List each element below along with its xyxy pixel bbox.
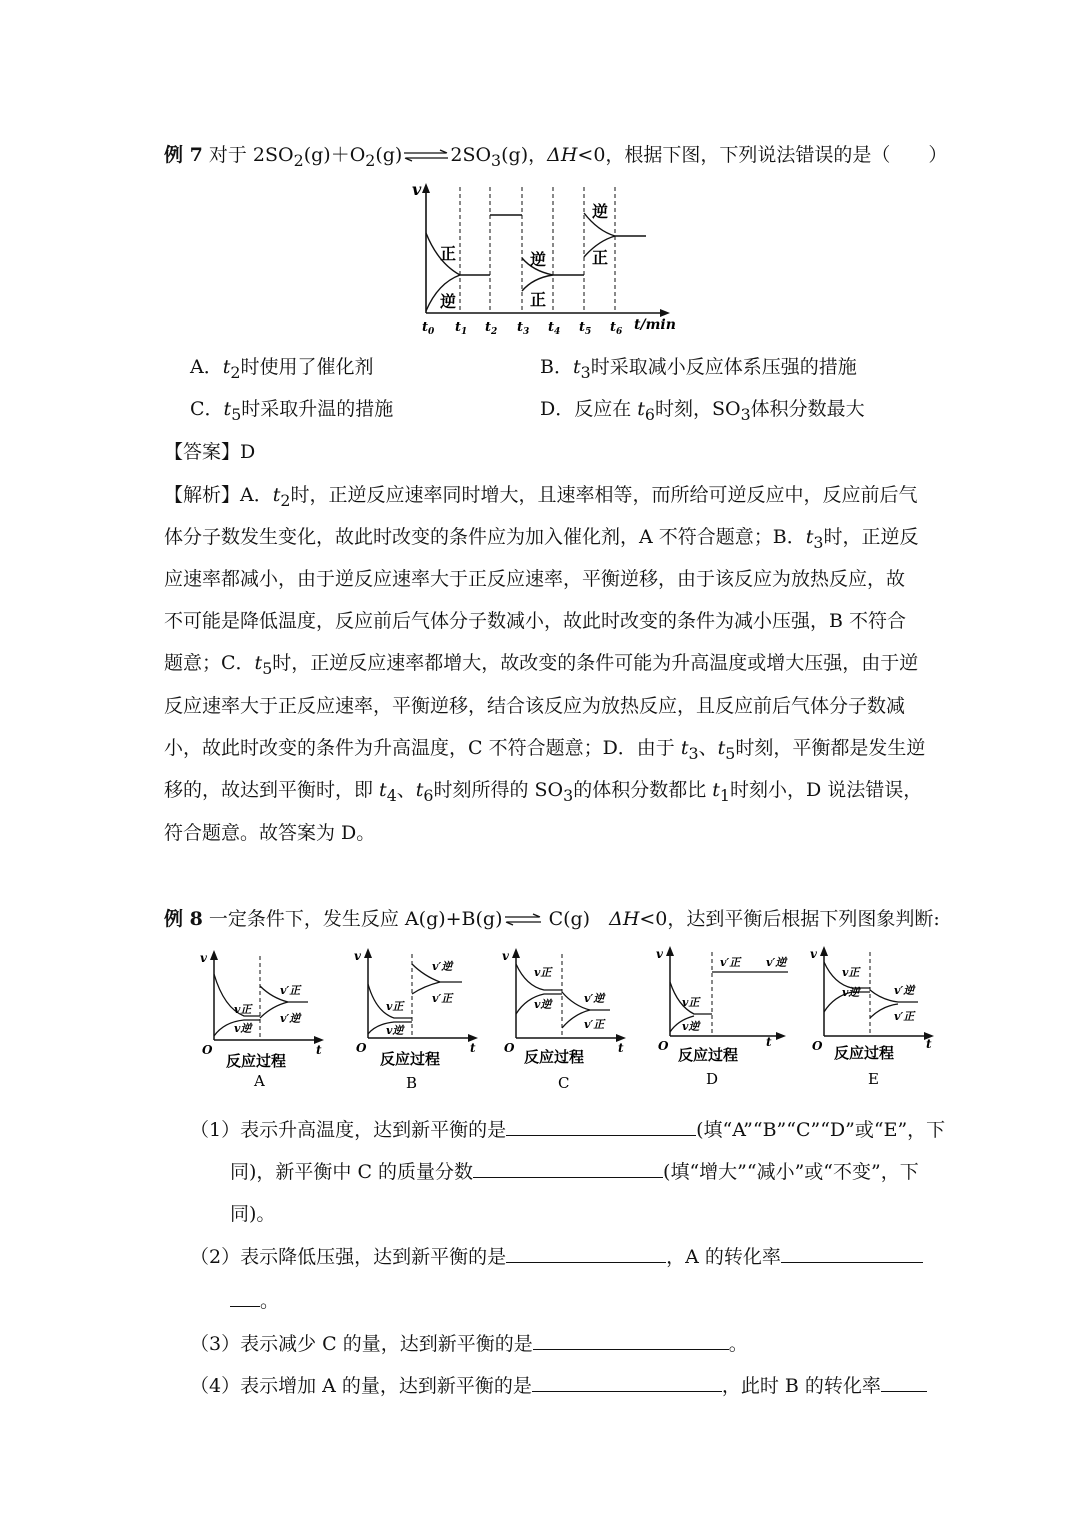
svg-text:O: O: [658, 1039, 669, 1053]
svg-text:t3: $t_3$: [517, 320, 530, 337]
svg-text:D: D: [706, 1070, 719, 1088]
q4-line: （4）表示增加 A 的量，达到新平衡的是 ，此时 B 的转化率: [190, 1371, 927, 1398]
q4-blank-1[interactable]: [532, 1390, 722, 1392]
svg-text:v: v: [810, 947, 817, 961]
svg-text:v′正: v′正: [894, 1010, 915, 1023]
analysis-line-4: 不可能是降低温度，反应前后气体分子数减小，故此时改变的条件为减小压强，B 不符合: [164, 610, 907, 632]
graph-d: [654, 946, 804, 1086]
svg-text:t6: $t_6$: [610, 320, 623, 337]
ex8-question: 例 8 一定条件下，发生反应 A(g)+B(g) C(g) ΔH<0，达到平衡后根据下列图象判断:: [164, 908, 940, 930]
svg-text:v正: v正: [386, 1000, 404, 1013]
analysis-line-7: 小，故此时改变的条件为升高温度，C 不符合题意；D．由于 $t_3$、$t_5$时刻，平衡都是发生逆: [164, 737, 926, 763]
analysis-line-9: 符合题意。故答案为 D。: [164, 822, 376, 844]
ex7-rate-time-chart: [408, 180, 688, 337]
analysis-line-1: 【解析】A．$t_2$时，正逆反应速率同时增大，且速率相等，而所给可逆反应中，反应前后气: [164, 484, 918, 510]
svg-text:t: t: [766, 1035, 772, 1049]
svg-text:v′逆: v′逆: [280, 1012, 301, 1025]
svg-text:O: O: [202, 1043, 213, 1057]
label-ni-1: 逆: [530, 250, 547, 269]
graph-a: [198, 950, 328, 1090]
ex7-question: 例 7 对于 $2SO_2(g)+O_2(g)$ $2SO_3(g)$，ΔH<0，根据下图，下列说法错误的是（ ）: [164, 144, 948, 170]
analysis-line-8: 移的，故达到平衡时，即 $t_4$、$t_6$时刻所得的 $SO_3$的体积分数都比 $t_1$时刻小，D 说法错误，: [164, 779, 923, 805]
svg-text:t0: $t_0$: [422, 320, 435, 337]
svg-text:t: t: [926, 1037, 932, 1051]
tick-labels: [422, 317, 676, 337]
svg-text:v正: v正: [842, 966, 860, 979]
analysis-line-6: 反应速率大于正反应速率，平衡逆移，结合该反应为放热反应，且反应前后气体分子数减: [164, 695, 906, 717]
svg-text:反应过程: 反应过程: [834, 1044, 895, 1062]
q1-blank-2[interactable]: [473, 1176, 663, 1178]
analysis-line-3: 应速率都减小，由于逆反应速率大于正反应速率，平衡逆移，由于该反应为放热反应，故: [164, 568, 906, 590]
svg-text:v′逆: v′逆: [766, 956, 787, 969]
q2-blank-1[interactable]: [506, 1261, 666, 1263]
svg-text:A: A: [254, 1072, 265, 1090]
ex7-label: 例 7: [164, 144, 203, 166]
svg-text:v逆: v逆: [534, 998, 552, 1011]
q2-line-1: （2）表示降低压强，达到新平衡的是 ，A 的转化率: [190, 1242, 923, 1269]
svg-text:v′逆: v′逆: [584, 992, 605, 1005]
q1-line-2: 同)，新平衡中 C 的质量分数 (填“增大”“减小”或“不变”，下: [230, 1161, 919, 1183]
q2-blank-2[interactable]: [781, 1261, 923, 1263]
svg-text:B: B: [406, 1074, 418, 1092]
svg-text:t5: $t_5$: [579, 320, 592, 337]
svg-text:v′正: v′正: [584, 1018, 605, 1031]
svg-text:v逆: v逆: [386, 1024, 404, 1037]
svg-text:v正: v正: [234, 1003, 252, 1016]
svg-text:O: O: [812, 1039, 823, 1053]
option-c: C．$t_5$时采取升温的措施: [190, 398, 394, 424]
analysis-line-5: 题意；C．$t_5$时，正逆反应速率都增大，故改变的条件可能为升高温度或增大压强，由于逆: [164, 652, 919, 678]
svg-text:t1: $t_1$: [455, 320, 468, 337]
equilibrium-arrow-icon: [402, 151, 450, 161]
q3-blank[interactable]: [533, 1348, 729, 1350]
svg-text:O: O: [356, 1041, 367, 1055]
svg-text:反应过程: 反应过程: [226, 1052, 287, 1070]
analysis-line-2: 体分子数发生变化，故此时改变的条件应为加入催化剂，A 不符合题意；B．$t_3$时，正逆反: [164, 526, 919, 552]
svg-text:t: t: [470, 1041, 476, 1055]
x-unit-label: t/min: [634, 317, 676, 333]
axis-v-label: v: [412, 180, 422, 199]
option-b: B．$t_3$时采取减小反应体系压强的措施: [540, 356, 857, 382]
svg-text:v逆: v逆: [682, 1020, 700, 1033]
svg-text:t: t: [316, 1043, 322, 1057]
label-zheng-0: 正: [440, 244, 457, 263]
svg-text:t4: $t_4$: [548, 320, 561, 337]
answer: 【答案】D: [164, 441, 256, 463]
svg-text:v′正: v′正: [432, 992, 453, 1005]
label-ni-2: 逆: [592, 202, 609, 221]
svg-text:v: v: [200, 951, 207, 965]
graph-b: [352, 948, 482, 1092]
svg-text:v′逆: v′逆: [894, 984, 915, 997]
q3-line: （3）表示减少 C 的量，达到新平衡的是 。: [190, 1333, 748, 1355]
svg-text:t2: $t_2$: [485, 320, 498, 337]
q4-blank-2[interactable]: [881, 1390, 927, 1392]
label-ni-0: 逆: [440, 292, 457, 311]
svg-text:E: E: [868, 1070, 879, 1088]
svg-text:t: t: [618, 1041, 624, 1055]
svg-text:v: v: [354, 949, 361, 963]
svg-text:v′正: v′正: [720, 956, 741, 969]
svg-text:v′逆: v′逆: [432, 960, 453, 973]
q1-line-3: 同)。: [230, 1203, 276, 1225]
svg-text:v′正: v′正: [280, 984, 301, 997]
label-zheng-2: 正: [592, 248, 609, 267]
svg-text:v: v: [656, 947, 663, 961]
svg-text:v逆: v逆: [842, 986, 860, 999]
graph-e: [808, 946, 938, 1086]
ex8-label: 例 8: [164, 908, 203, 930]
svg-text:O: O: [504, 1041, 515, 1055]
label-zheng-1: 正: [530, 290, 547, 309]
svg-text:v正: v正: [534, 966, 552, 979]
option-d: D．反应在 $t_6$时刻，$SO_3$体积分数最大: [540, 398, 865, 424]
svg-text:v正: v正: [682, 996, 700, 1009]
graph-c: [500, 948, 630, 1092]
y-axis-arrow-icon: [422, 183, 430, 193]
svg-text:C: C: [558, 1074, 570, 1092]
x-axis-arrow-icon: [660, 309, 670, 317]
q1-blank-1[interactable]: [506, 1134, 696, 1136]
q1-line-1: （1）表示升高温度，达到新平衡的是 (填“A”“B”“C”“D”或“E”，下: [190, 1119, 946, 1141]
svg-text:反应过程: 反应过程: [678, 1046, 739, 1064]
option-a: A．$t_2$时使用了催化剂: [190, 356, 374, 382]
svg-text:v逆: v逆: [234, 1022, 252, 1035]
equilibrium-arrow-icon: [503, 915, 543, 925]
svg-text:反应过程: 反应过程: [524, 1048, 585, 1066]
svg-text:反应过程: 反应过程: [380, 1050, 441, 1068]
q2-line-2: 。: [230, 1286, 279, 1313]
q2-blank-2-cont[interactable]: [230, 1305, 260, 1307]
svg-text:v: v: [502, 949, 509, 963]
